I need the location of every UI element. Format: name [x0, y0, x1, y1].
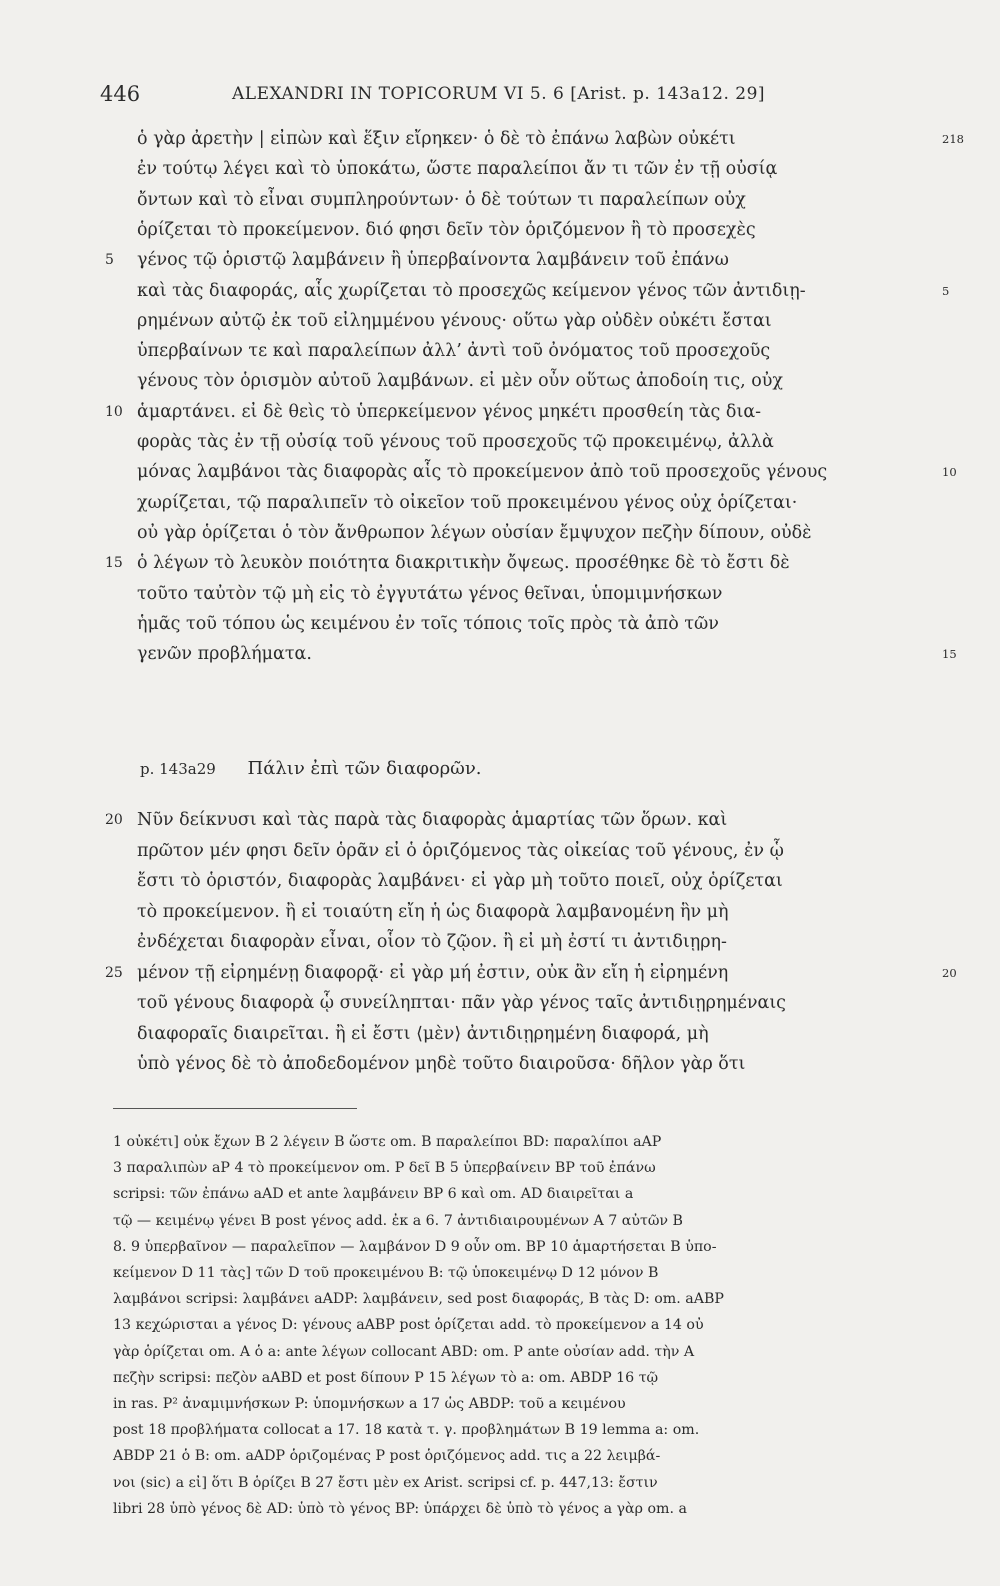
apparatus-line: τῷ — κειμένῳ γένει B post γένος add. ἐκ a 6. 7 ἀντιδιαιρουμένων A 7 αὐτῶν B: [113, 1212, 683, 1229]
apparatus-line: libri 28 ὑπὸ γένος δὲ AD: ὑπὸ τὸ γένος BP: ὑπάρχει δὲ ὑπὸ τὸ γένος a γὰρ om. a: [113, 1500, 687, 1517]
margin-reference: 15: [942, 647, 957, 662]
text-line: γένους τὸν ὁρισμὸν αὐτοῦ λαμβάνων. εἰ μὲν οὖν οὕτως ἀποδοίη τις, οὐχ: [137, 371, 784, 392]
text-line: γενῶν προβλήματα.: [137, 644, 312, 665]
apparatus-line: scripsi: τῶν ἐπάνω aAD et ante λαμβάνειν BP 6 καὶ om. AD διαιρεῖται a: [113, 1186, 634, 1203]
text-line: μόνας λαμβάνοι τὰς διαφορὰς αἷς τὸ προκείμενον ἀπὸ τοῦ προσεχοῦς γένους: [137, 462, 828, 483]
text-line: ἔστι τὸ ὁριστόν, διαφορὰς λαμβάνει· εἰ γὰρ μὴ τοῦτο ποιεῖ, οὐχ ὁρίζεται: [137, 871, 783, 891]
margin-reference: 20: [942, 965, 957, 980]
text-line: μένον τῇ εἰρημένῃ διαφορᾷ· εἰ γὰρ μή ἐστιν, οὐκ ἂν εἴη ἡ εἰρημένη: [137, 962, 729, 983]
apparatus-line: νοι (sic) a εἰ] ὅτι B ὁρίζει B 27 ἔστι μὲν ex Arist. scripsi cf. p. 447,13: ἔστιν: [113, 1474, 658, 1491]
text-line: ἐν τούτῳ λέγει καὶ τὸ ὑποκάτω, ὥστε παραλείποι ἄν τι τῶν ἐν τῇ οὐσίᾳ: [137, 159, 778, 180]
text-line: Νῦν δείκνυσι καὶ τὰς παρὰ τὰς διαφορὰς ἁμαρτίας τῶν ὅρων. καὶ: [137, 810, 728, 830]
apparatus-line: 8. 9 ὑπερβαῖνον — παραλεῖπον — λαμβάνον D 9 οὖν om. BP 10 ἁμαρτήσεται B ὑπο-: [113, 1238, 717, 1255]
text-line: τοῦτο ταὐτὸν τῷ μὴ εἰς τὸ ἐγγυτάτω γένος θεῖναι, ὑπομιμνήσκων: [137, 583, 723, 604]
margin-reference: 5: [942, 283, 950, 298]
text-line: γένος τῷ ὁριστῷ λαμβάνειν ἢ ὑπερβαίνοντα λαμβάνειν τοῦ ἐπάνω: [137, 250, 729, 271]
apparatus-line: in ras. P² ἀναμιμνήσκων P: ὑπομνήσκων a 17 ὡς ABDP: τοῦ a κειμένου: [113, 1396, 626, 1412]
text-line: τὸ προκείμενον. ἢ εἰ τοιαύτη εἴη ἡ ὡς διαφορὰ λαμβανομένη ἣν μὴ: [137, 901, 729, 922]
apparatus-line: γὰρ ὁρίζεται om. A ὁ a: ante λέγων collocant ABD: om. P ante οὐσίαν add. τὴν A: [113, 1343, 695, 1360]
text-line: ἐνδέχεται διαφορὰν εἶναι, οἷον τὸ ζῷον. ἢ εἰ μὴ ἐστί τι ἀντιδιῃρη-: [137, 932, 727, 952]
text-line: καὶ τὰς διαφοράς, αἷς χωρίζεται τὸ προσεχῶς κείμενον γένος τῶν ἀντιδιῃ-: [137, 280, 806, 301]
running-title: ALEXANDRI IN TOPICORUM VI 5. 6 [Arist. p. 143a12. 29]: [232, 84, 766, 104]
text-line: πρῶτον μέν φησι δεῖν ὁρᾶν εἰ ὁ ὁριζόμενος τὰς οἰκείας τοῦ γένους, ἐν ᾧ: [137, 840, 784, 861]
lemma: [140, 758, 482, 779]
text-line: διαφοραῖς διαιρεῖται. ἢ εἰ ἔστι ⟨μὲν⟩ ἀντιδιῃρημένη διαφορά, μὴ: [137, 1023, 709, 1044]
lemma-reference: p. 143a29: [140, 760, 216, 778]
text-line: χωρίζεται, τῷ παραλιπεῖν τὸ οἰκεῖον τοῦ προκειμένου γένος οὐχ ὁρίζεται·: [137, 492, 798, 513]
text-line: ὑπὸ γένος δὲ τὸ ἀποδεδομένον μηδὲ τοῦτο διαιροῦσα· δῆλον γὰρ ὅτι: [137, 1054, 746, 1074]
apparatus-line: λαμβάνοι scripsi: λαμβάνει aADP: λαμβάνειν, sed post διαφοράς, B τὰς D: om. aABP: [113, 1291, 724, 1308]
footnote-rule: [113, 1108, 357, 1109]
text-line: ὄντων καὶ τὸ εἶναι συμπληρούντων· ὁ δὲ τούτων τι παραλείπων οὐχ: [137, 189, 746, 210]
text-line: τοῦ γένους διαφορὰ ᾧ συνείληπται· πᾶν γὰρ γένος ταῖς ἀντιδιῃρημέναις: [137, 993, 786, 1013]
apparatus-line: ABDP 21 ὁ B: om. aADP ὁριζομένας P post ὁριζόμενος add. τις a 22 λειμβά-: [113, 1448, 661, 1465]
apparatus-line: post 18 προβλήματα collocat a 17. 18 κατὰ τ. γ. προβλημάτων B 19 lemma a: om.: [113, 1422, 700, 1439]
page-number: 446: [100, 82, 141, 106]
apparatus-line: 3 παραλιπὼν aP 4 τὸ προκείμενον om. P δεῖ B 5 ὑπερβαίνειν BP τοῦ ἐπάνω: [113, 1160, 656, 1177]
apparatus-line: πεζὴν scripsi: πεζὸν aABD et post δίπουν P 15 λέγων τὸ a: om. ABDP 16 τῷ: [113, 1369, 659, 1386]
apparatus-line: κείμενον D 11 τὰς] τῶν D τοῦ προκειμένου B: τῷ ὑποκειμένῳ D 12 μόνον B: [113, 1265, 659, 1281]
line-number: 10: [105, 403, 123, 420]
line-number: 25: [105, 964, 123, 981]
lemma-text: Πάλιν ἐπὶ τῶν διαφορῶν.: [247, 758, 482, 779]
margin-reference: 10: [942, 465, 957, 480]
apparatus-line: 13 κεχώρισται a γένος D: γένους aABP post ὁρίζεται add. τὸ προκείμενον a 14 οὐ: [113, 1317, 704, 1334]
text-line: οὐ γὰρ ὁρίζεται ὁ τὸν ἄνθρωπον λέγων οὐσίαν ἔμψυχον πεζὴν δίπουν, οὐδὲ: [137, 522, 812, 543]
text-line: ὁ λέγων τὸ λευκὸν ποιότητα διακριτικὴν ὄψεως. προσέθηκε δὲ τὸ ἔστι δὲ: [137, 553, 790, 574]
text-line: ὑπερβαίνων τε καὶ παραλείπων ἀλλ’ ἀντὶ τοῦ ὀνόματος τοῦ προσεχοῦς: [137, 341, 771, 362]
text-line: ἡμᾶς τοῦ τόπου ὡς κειμένου ἐν τοῖς τόποις τοῖς πρὸς τὰ ἀπὸ τῶν: [137, 613, 719, 634]
text-line: ἁμαρτάνει. εἰ δὲ θεὶς τὸ ὑπερκείμενον γένος μηκέτι προσθείη τὰς δια-: [137, 401, 762, 422]
text-line: ρημένων αὐτῷ ἐκ τοῦ εἰλημμένου γένους· οὕτω γὰρ οὐδὲν οὐκέτι ἔσται: [137, 310, 772, 331]
text-line: φορὰς τὰς ἐν τῇ οὐσίᾳ τοῦ γένους τοῦ προσεχοῦς τῷ προκειμένῳ, ἀλλὰ: [137, 432, 774, 452]
text-line: ὁρίζεται τὸ προκείμενον. διό φησι δεῖν τὸν ὁριζόμενον ἢ τὸ προσεχὲς: [137, 219, 756, 240]
page-header: [100, 82, 800, 116]
apparatus-line: 1 οὐκέτι] οὐκ ἔχων B 2 λέγειν B ὥστε om. B παραλείποι BD: παραλίποι aAP: [113, 1134, 662, 1150]
line-number: 15: [105, 555, 123, 572]
margin-reference: 218: [942, 132, 964, 146]
line-number: 5: [105, 252, 114, 269]
text-line: ὁ γὰρ ἀρετὴν | εἰπὼν καὶ ἕξιν εἴρηκεν· ὁ δὲ τὸ ἐπάνω λαβὼν οὐκέτι: [137, 129, 736, 149]
line-number: 20: [105, 812, 123, 828]
